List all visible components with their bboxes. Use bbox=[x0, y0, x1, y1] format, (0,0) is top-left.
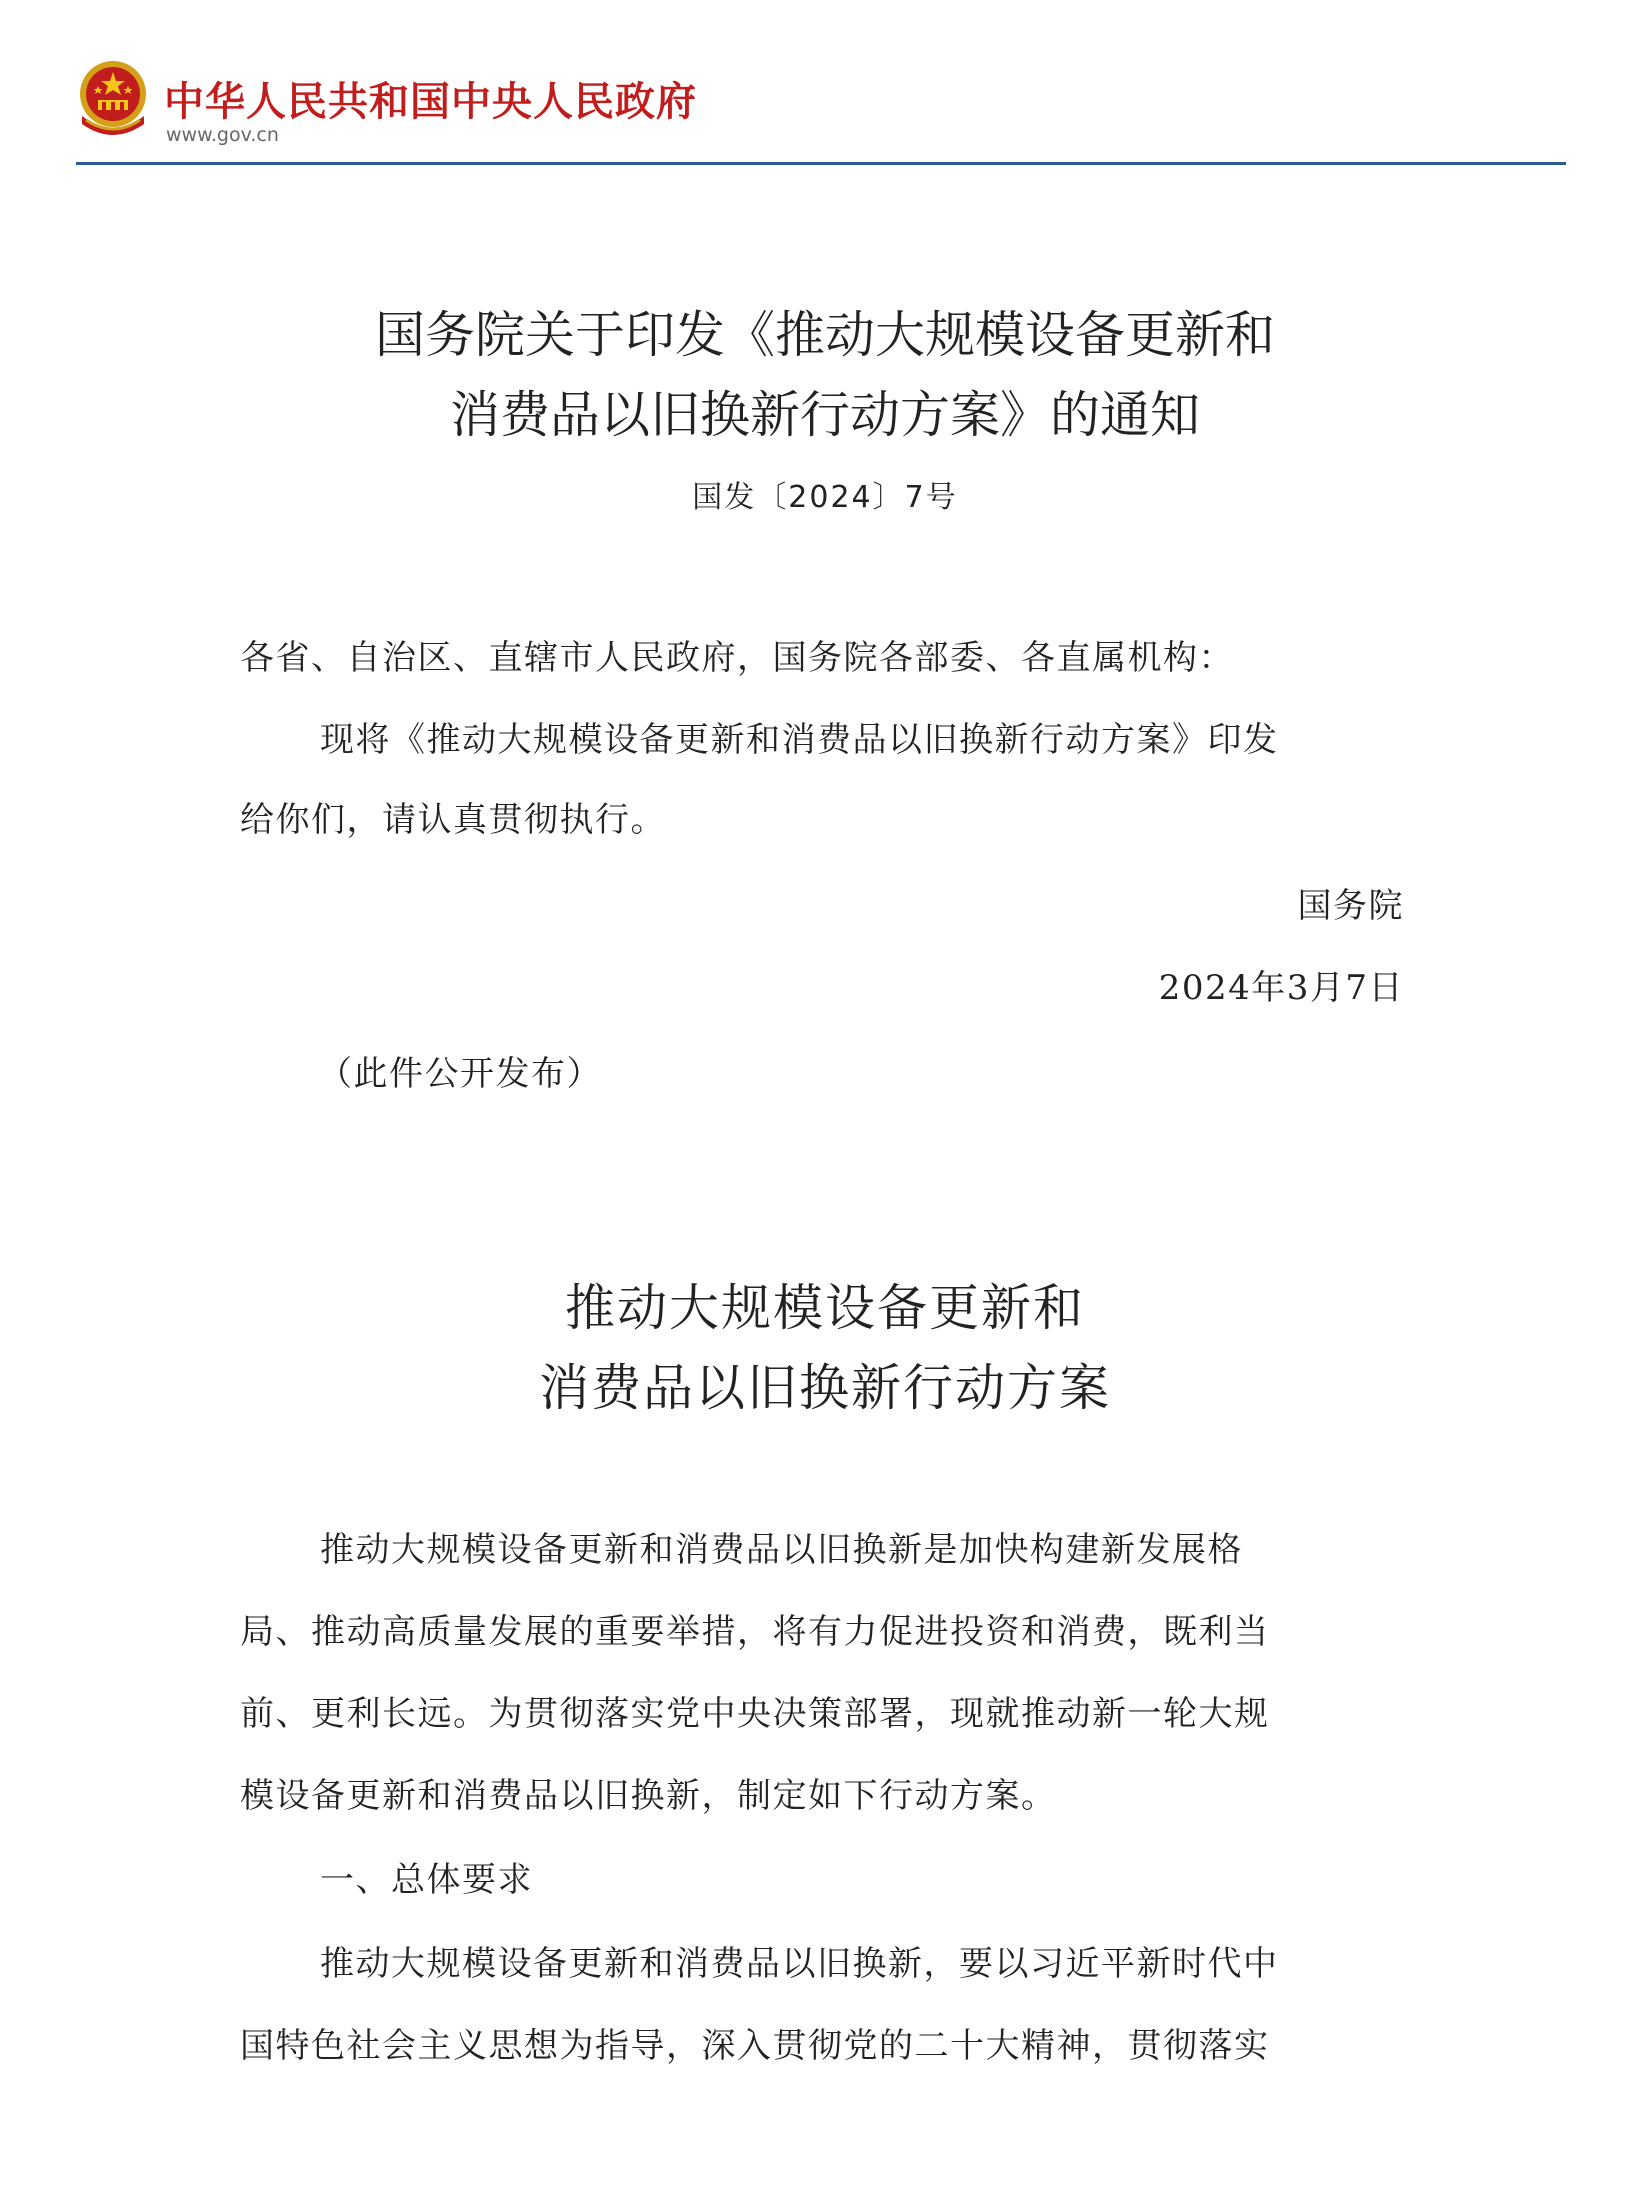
section-heading: 一、总体要求 bbox=[320, 1860, 533, 1900]
site-title[interactable]: 中华人民共和国中央人民政府 bbox=[164, 79, 697, 125]
notice-title-line-1: 国务院关于印发《推动大规模设备更新和 bbox=[375, 306, 1275, 364]
plan-intro-line-1: 推动大规模设备更新和消费品以旧换新是加快构建新发展格 bbox=[320, 1530, 1243, 1570]
document-number: 国发〔2024〕7号 bbox=[692, 480, 958, 515]
notice-body-line-2: 给你们，请认真贯彻执行。 bbox=[240, 800, 666, 840]
site-header bbox=[76, 56, 1566, 166]
issue-date: 2024年3月7日 bbox=[1158, 968, 1404, 1008]
salutation: 各省、自治区、直辖市人民政府，国务院各部委、各直属机构： bbox=[240, 638, 1234, 678]
plan-intro-line-4: 模设备更新和消费品以旧换新，制定如下行动方案。 bbox=[240, 1776, 1057, 1816]
plan-title-line-2: 消费品以旧换新行动方案 bbox=[539, 1359, 1111, 1417]
plan-title-line-1: 推动大规模设备更新和 bbox=[565, 1279, 1085, 1337]
release-note: （此件公开发布） bbox=[318, 1054, 602, 1094]
section-body-line-2: 国特色社会主义思想为指导，深入贯彻党的二十大精神，贯彻落实 bbox=[240, 2026, 1270, 2066]
plan-intro-line-3: 前、更利长远。为贯彻落实党中央决策部署，现就推动新一轮大规 bbox=[240, 1694, 1270, 1734]
section-body-line-1: 推动大规模设备更新和消费品以旧换新，要以习近平新时代中 bbox=[320, 1944, 1279, 1984]
signature: 国务院 bbox=[1297, 886, 1404, 926]
national-emblem-icon bbox=[76, 56, 150, 146]
notice-body-line-1: 现将《推动大规模设备更新和消费品以旧换新行动方案》印发 bbox=[320, 720, 1279, 760]
site-url[interactable]: www.gov.cn bbox=[166, 124, 279, 146]
notice-title-line-2: 消费品以旧换新行动方案》的通知 bbox=[450, 386, 1200, 444]
plan-intro-line-2: 局、推动高质量发展的重要举措，将有力促进投资和消费，既利当 bbox=[240, 1612, 1270, 1652]
header-divider bbox=[76, 162, 1566, 165]
